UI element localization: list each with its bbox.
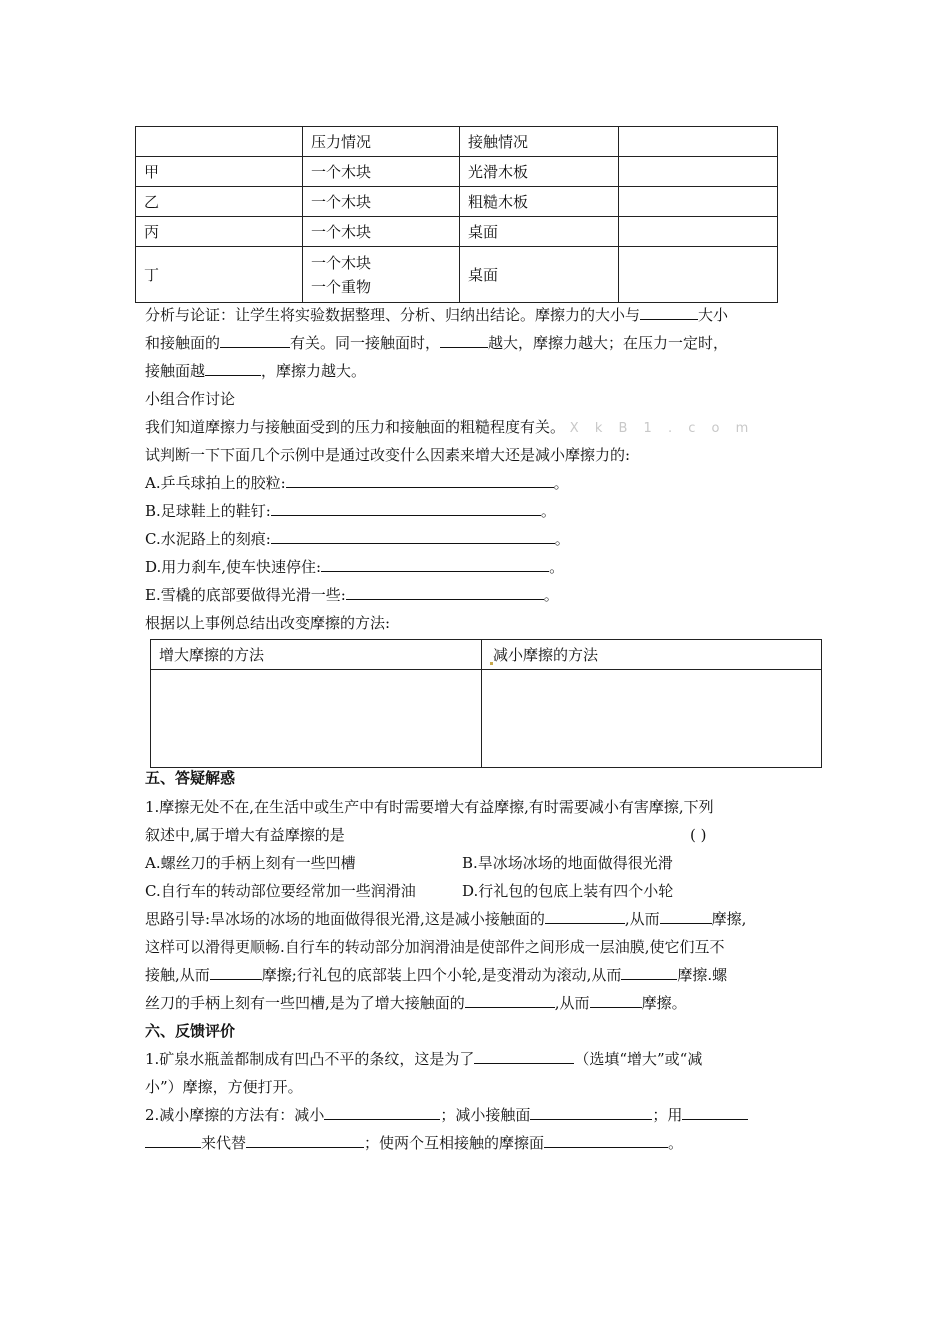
row-pressure-line1: 一个木块 (311, 253, 372, 272)
answer-blank[interactable] (205, 361, 261, 376)
table-row (136, 157, 778, 187)
methods-decrease-answer[interactable] (482, 670, 822, 768)
answer-blank[interactable] (286, 473, 554, 488)
row-label: 乙 (136, 187, 303, 217)
group-summary: 根据以上事例总结出改变摩擦的方法: (145, 614, 391, 632)
row-contact: 桌面 (460, 217, 619, 247)
section6-q2-line1: 2.减小摩擦的方法有：减小 ；减小接触面 ；用 (145, 1105, 748, 1125)
table-header-pressure: 压力情况 (303, 127, 460, 157)
row-label: 丁 (136, 247, 303, 303)
answer-blank[interactable] (530, 1105, 652, 1120)
answer-blank[interactable] (324, 1105, 440, 1120)
row-pressure: 一个木块 (303, 217, 460, 247)
section6-q1-line2: 小”）摩擦，方便打开。 (145, 1078, 303, 1096)
hint-line-3: 接触,从而 摩擦;行礼包的底部装上四个小轮,是变滑动为滚动,从而 摩擦.螺 (145, 966, 728, 984)
section5-q1-line1: 1.摩擦无处不在,在生活中或生产中有时需要增大有益摩擦,有时需要减小有害摩擦,下列 (145, 798, 714, 816)
option-d[interactable]: D.行礼包的包底上装有四个小轮 (462, 882, 674, 900)
table-row (136, 187, 778, 217)
row-extra (619, 217, 778, 247)
list-item: D.用力刹车,使车快速停住: 。 (145, 558, 565, 576)
watermark: X k B 1 . c o m (569, 421, 755, 436)
section6-title: 六、反馈评价 (145, 1022, 236, 1040)
answer-blank[interactable] (660, 909, 712, 924)
row-label: 甲 (136, 157, 303, 187)
table-row (136, 217, 778, 247)
answer-blank[interactable] (210, 965, 262, 980)
answer-blank[interactable] (465, 993, 555, 1008)
answer-paren[interactable]: ( ) (690, 826, 707, 844)
table-header-cell (136, 127, 303, 157)
section6-q1-line1: 1.矿泉水瓶盖都制成有凹凸不平的条纹，这是为了 （选填“增大”或“减 (145, 1050, 703, 1068)
row-pressure (303, 247, 460, 303)
answer-blank[interactable] (321, 557, 549, 572)
answer-blank[interactable] (145, 1133, 201, 1148)
list-item: B.足球鞋上的鞋钉: 。 (145, 502, 556, 520)
analysis-line-2: 和接触面的 有关。同一接触面时， 越大，摩擦力越大；在压力一定时， (145, 334, 729, 352)
methods-table (150, 639, 822, 768)
section5-q1-line2: 叙述中,属于增大有益摩擦的是 (145, 826, 345, 844)
row-extra (619, 247, 778, 303)
group-intro-line: 我们知道摩擦力与接触面受到的压力和接触面的粗糙程度有关。 X k B 1 . c o m (145, 418, 755, 436)
option-b[interactable]: B.旱冰场冰场的地面做得很光滑 (462, 854, 673, 872)
row-extra (619, 187, 778, 217)
section5-title: 五、答疑解惑 (145, 769, 236, 787)
row-contact: 粗糙木板 (460, 187, 619, 217)
row-extra (619, 157, 778, 187)
row-contact: 光滑木板 (460, 157, 619, 187)
analysis-line-1: 分析与论证：让学生将实验数据整理、分析、归纳出结论。摩擦力的大小与 大小 (145, 306, 729, 324)
methods-header-increase: 增大摩擦的方法 (151, 640, 482, 670)
table-header-cell (619, 127, 778, 157)
list-item: A.乒乓球拍上的胶粒: 。 (145, 474, 569, 492)
row-pressure-line2: 一个重物 (311, 277, 372, 296)
table-header-contact: 接触情况 (460, 127, 619, 157)
answer-blank[interactable] (440, 333, 488, 348)
row-label: 丙 (136, 217, 303, 247)
answer-blank[interactable] (640, 305, 698, 320)
list-item: C.水泥路上的刻痕: 。 (145, 530, 570, 548)
row-pressure: 一个木块 (303, 187, 460, 217)
group-question: 试判断一下下面几个示例中是通过改变什么因素来增大还是减小摩擦力的: (145, 446, 631, 464)
analysis-line-3: 接触面越 ，摩擦力越大。 (145, 362, 367, 380)
row-contact: 桌面 (460, 247, 619, 303)
answer-blank[interactable] (545, 909, 625, 924)
methods-header-decrease: 减小摩擦的方法 (482, 640, 822, 670)
answer-blank[interactable] (271, 529, 555, 544)
answer-blank[interactable] (590, 993, 642, 1008)
hint-line-4: 丝刀的手柄上刻有一些凹槽,是为了增大接触面的 ,从而 摩擦。 (145, 994, 687, 1012)
answer-blank[interactable] (474, 1049, 574, 1064)
section6-q2-line2: 来代替 ；使两个互相接触的摩擦面 。 (145, 1133, 683, 1153)
answer-blank[interactable] (346, 585, 544, 600)
answer-blank[interactable] (544, 1133, 668, 1148)
answer-blank[interactable] (220, 333, 290, 348)
experiment-table (135, 126, 778, 303)
option-a[interactable]: A.螺丝刀的手柄上刻有一些凹槽 (145, 854, 356, 872)
option-c[interactable]: C.自行车的转动部位要经常加一些润滑油 (145, 882, 416, 900)
answer-blank[interactable] (621, 965, 677, 980)
group-title: 小组合作讨论 (145, 390, 236, 408)
answer-blank[interactable] (271, 501, 541, 516)
answer-blank[interactable] (246, 1133, 364, 1148)
table-row (136, 247, 778, 303)
hint-line-2: 这样可以滑得更顺畅.自行车的转动部分加润滑油是使部件之间形成一层油膜,使它们互不 (145, 938, 725, 956)
answer-blank[interactable] (682, 1105, 748, 1120)
methods-increase-answer[interactable] (151, 670, 482, 768)
hint-line-1: 思路引导:旱冰场的冰场的地面做得很光滑,这是减小接触面的 ,从而 摩擦, (145, 910, 747, 928)
list-item: E.雪橇的底部要做得光滑一些: 。 (145, 586, 559, 604)
row-pressure: 一个木块 (303, 157, 460, 187)
